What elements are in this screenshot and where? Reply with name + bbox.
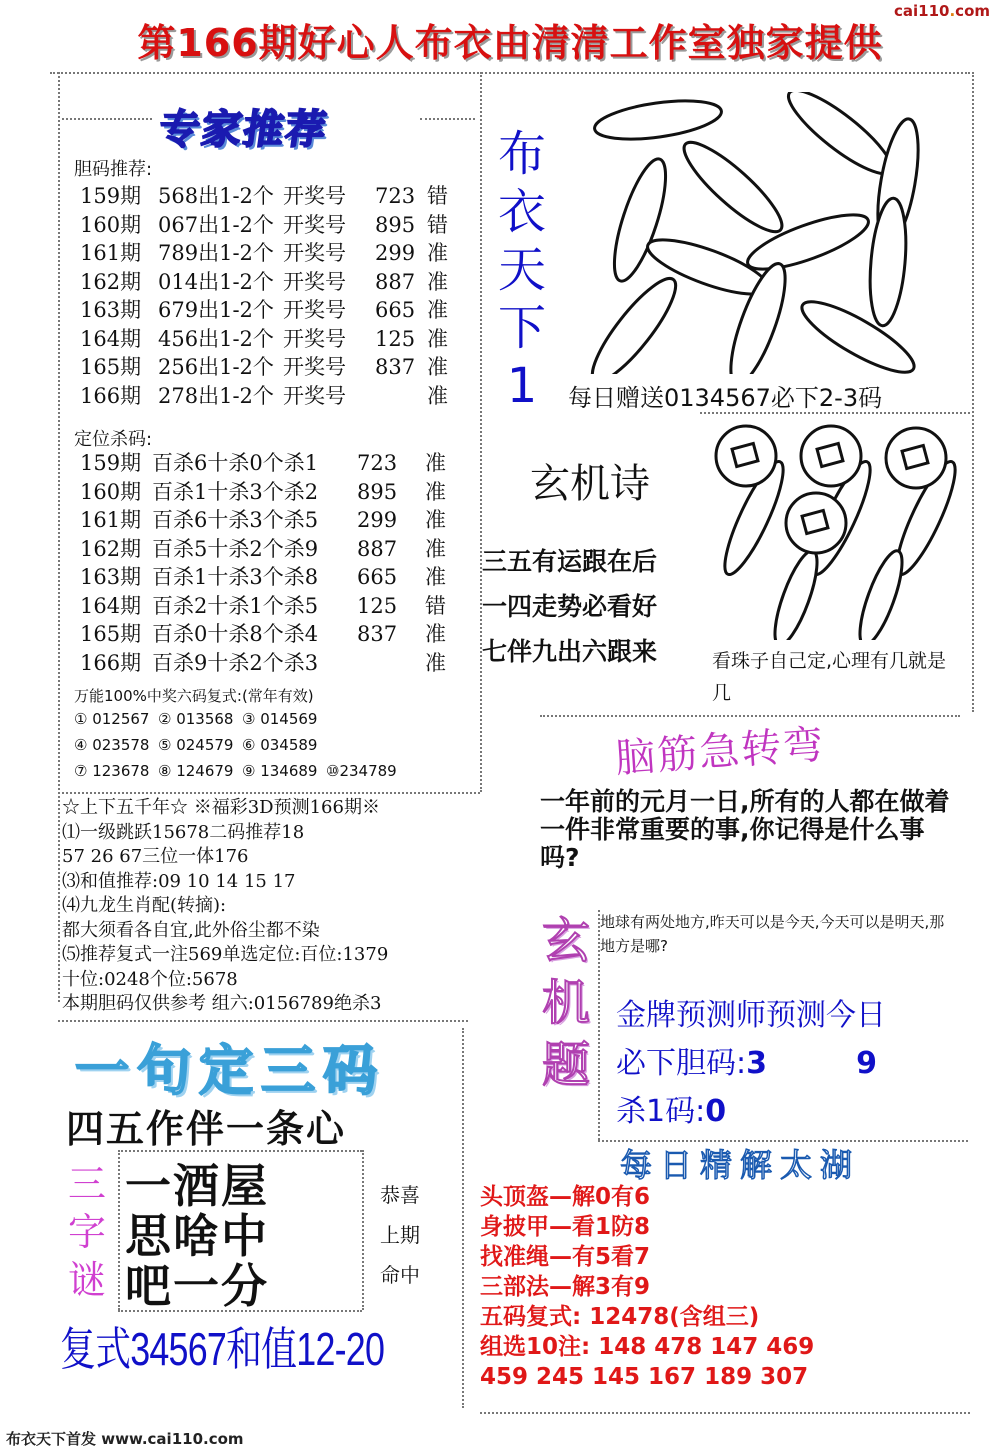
coin-icon: [886, 428, 946, 488]
table-cell: 准: [427, 326, 448, 351]
table-row: [80, 649, 465, 678]
bead-note: 看珠子自己定,心理有几就是几: [712, 650, 947, 704]
site-watermark: cai110.com: [894, 2, 990, 20]
text-line: ⑷九龙生肖配(转摘):: [62, 895, 227, 916]
table-cell: 百杀1十杀3个杀8: [152, 565, 319, 589]
table-cell: 665: [375, 298, 416, 322]
table-cell: 准: [425, 451, 446, 475]
six-code: ③ 014569: [242, 710, 318, 728]
table-cell: 160期: [80, 212, 142, 237]
jinpai-dan-label: 必下胆码:: [616, 1046, 747, 1081]
text-line: 头顶盔—解0有6: [480, 1184, 651, 1210]
szm-word: 思啥中: [125, 1209, 269, 1263]
taihu-title: 每日精解太湖: [620, 1146, 861, 1184]
table-cell: 895: [357, 479, 398, 504]
divider: [480, 72, 482, 792]
table-row: [80, 563, 465, 592]
divider: [58, 72, 60, 1002]
dan-table: [80, 182, 467, 410]
table-cell: 256出1-2个: [158, 355, 274, 379]
table-row: [80, 325, 467, 354]
table-cell: 278出1-2个: [158, 383, 274, 408]
table-cell: 准: [427, 241, 448, 265]
table-cell: 准: [427, 383, 448, 408]
coin-icon: [716, 426, 776, 486]
table-cell: [357, 649, 425, 678]
xjs-title: 玄机诗: [530, 461, 650, 507]
prediction-text-block: [62, 796, 388, 1017]
table-cell: 百杀6十杀0个杀1: [152, 451, 319, 475]
divider: [62, 118, 152, 120]
table-cell: 准: [425, 565, 446, 589]
table-cell: 百杀1十杀3个杀2: [152, 479, 319, 504]
jinpai-dan-line: [616, 1038, 877, 1082]
six-code-label: 万能100%中奖六码复式:(常年有效): [74, 687, 314, 705]
table-cell: 014出1-2个: [158, 269, 274, 294]
list-item: [74, 762, 410, 788]
table-cell: 准: [427, 298, 448, 322]
bead-pattern-image: [568, 92, 968, 374]
xjt-question: 地球有两处地方,昨天可以是今天,今天可以是明天,那地方是哪?: [600, 913, 945, 955]
table-cell: 百杀0十杀8个杀4: [152, 622, 319, 646]
text-line: 找准绳—有5看7: [480, 1244, 651, 1270]
table-cell: 开奖号: [283, 184, 346, 208]
brain-teaser-text: 一年前的元月一日,所有的人都在做着一件非常重要的事,你记得是什么事吗?: [540, 787, 950, 872]
six-code: ④ 023578: [74, 736, 150, 754]
table-cell: 开奖号: [283, 269, 346, 294]
dan-number: 3: [746, 1046, 767, 1081]
jinpai-line: 金牌预测师预测今日: [616, 998, 886, 1033]
table-cell: 159期: [80, 184, 142, 208]
table-cell: 887: [375, 269, 416, 294]
list-item: [74, 710, 410, 736]
six-code: ⑨ 134689: [242, 762, 318, 780]
table-cell: 开奖号: [283, 298, 346, 322]
sha-table: [80, 449, 465, 677]
table-cell: 125: [375, 326, 416, 351]
poem-line: 一四走势必看好: [482, 592, 658, 621]
table-cell: 837: [375, 355, 416, 379]
bead-icon: [852, 547, 911, 640]
table-cell: 299: [357, 508, 398, 532]
poem-line: 三五有运跟在后: [482, 547, 658, 576]
table-row: [80, 211, 467, 240]
table-row: [80, 506, 465, 535]
table-cell: 错: [427, 184, 448, 208]
table-cell: 开奖号: [283, 355, 346, 379]
bead-icon: [794, 290, 922, 374]
table-row: [80, 620, 465, 649]
page-title: 第166期好心人布衣由清清工作室独家提供: [137, 21, 883, 65]
text-line: 十位:0248个位:5678: [62, 968, 238, 990]
table-cell: 准: [425, 622, 446, 646]
table-row: [80, 353, 467, 382]
table-cell: 723: [357, 451, 398, 475]
buyi-vertical-title: 布 衣 天 下 1: [497, 126, 546, 414]
text-line: 三部法—解3有9: [480, 1274, 651, 1300]
table-cell: 准: [425, 479, 446, 504]
sha-number: 0: [705, 1094, 727, 1129]
expert-title: 专家推荐: [156, 107, 331, 153]
table-cell: 568出1-2个: [158, 184, 274, 208]
dan-number: 9: [856, 1046, 877, 1081]
table-cell: 164期: [80, 593, 142, 618]
table-cell: 163期: [80, 298, 142, 322]
text-line: 459 245 145 167 189 307: [480, 1364, 809, 1390]
divider: [540, 715, 960, 717]
table-cell: 895: [375, 212, 416, 237]
text-line: ⑶和值推荐:09 10 14 15 17: [62, 870, 296, 892]
szm-word: 吧一分: [125, 1259, 269, 1313]
taihu-lines: [480, 1182, 814, 1392]
bead-icon: [581, 269, 687, 374]
table-row: [80, 296, 467, 325]
table-cell: 准: [427, 355, 448, 379]
table-cell: 166期: [80, 650, 142, 675]
table-cell: 125: [357, 593, 398, 618]
six-code: ⑤ 024579: [158, 736, 234, 754]
table-cell: 百杀2十杀1个杀5: [152, 593, 319, 618]
text-line: 都大须看各自宜,此外俗尘都不染: [62, 919, 320, 941]
brain-teaser-title: 脑筋急转弯: [613, 721, 827, 783]
table-cell: 开奖号: [283, 241, 346, 265]
dan-label: 胆码推荐:: [74, 159, 153, 180]
table-cell: 百杀5十杀2个杀9: [152, 536, 319, 561]
coin-icon: [801, 426, 861, 486]
coin-icon: [786, 493, 846, 553]
divider: [118, 1150, 120, 1310]
table-row: [80, 268, 467, 297]
table-cell: 161期: [80, 508, 142, 532]
six-code-list: [74, 710, 410, 788]
six-code: ⑦ 123678: [74, 762, 150, 780]
table-row: [80, 449, 465, 478]
text-line: 组选10注: 148 478 147 469: [480, 1334, 815, 1360]
table-cell: 162期: [80, 536, 142, 561]
table-cell: 开奖号: [283, 212, 346, 237]
divider: [972, 72, 974, 712]
text-line: 身披甲—看1防8: [480, 1214, 651, 1240]
table-cell: 百杀9十杀2个杀3: [152, 650, 319, 675]
divider: [58, 792, 480, 794]
table-cell: 887: [357, 536, 398, 561]
daily-gift-line: 每日赠送0134567必下2-3码: [568, 384, 883, 412]
table-cell: 准: [425, 508, 446, 532]
table-row: [80, 382, 467, 411]
divider: [420, 118, 475, 120]
table-cell: 163期: [80, 565, 142, 589]
table-cell: 837: [357, 622, 398, 646]
table-cell: 161期: [80, 241, 142, 265]
divider: [462, 1028, 464, 1408]
six-code: ⑩234789: [326, 762, 397, 780]
table-cell: 165期: [80, 355, 142, 379]
six-code: ① 012567: [74, 710, 150, 728]
text-line: 57 26 67三位一体176: [62, 846, 249, 867]
divider: [362, 1150, 364, 1310]
table-cell: 准: [427, 269, 448, 294]
jinpai-sha-label: 杀1码:: [616, 1094, 706, 1129]
table-cell: 开奖号: [283, 383, 346, 408]
text-line: ⑴一级跳跃15678二码推荐18: [62, 821, 305, 843]
table-cell: 开奖号: [283, 326, 346, 351]
text-line: 本期胆码仅供参考 组六:0156789绝杀3: [62, 993, 382, 1014]
table-cell: 456出1-2个: [158, 326, 274, 351]
bead-icon: [592, 94, 723, 145]
table-cell: 164期: [80, 326, 142, 351]
table-cell: 789出1-2个: [158, 241, 274, 265]
table-cell: 准: [425, 650, 446, 675]
jinpai-sha-line: [616, 1086, 726, 1130]
congrats-note: 恭喜 上期 命中: [380, 1183, 420, 1287]
table-row: [80, 535, 465, 564]
list-item: [74, 736, 410, 762]
table-cell: 百杀6十杀3个杀5: [152, 508, 319, 532]
table-cell: 723: [375, 184, 416, 208]
table-cell: 159期: [80, 451, 142, 475]
bead-icon: [767, 547, 826, 640]
table-cell: 准: [425, 536, 446, 561]
coin-bead-image: [706, 418, 968, 640]
table-cell: 错: [427, 212, 448, 237]
yjdsm-line: 四五作伴一条心: [66, 1107, 347, 1151]
poem-line: 七伴九出六跟来: [482, 637, 658, 666]
bead-icon: [865, 197, 910, 327]
text-line: ☆上下五千年☆ ※福彩3D预测166期※: [62, 797, 380, 818]
text-line: ⑸推荐复式一注569单选定位:百位:1379: [62, 944, 389, 965]
table-row: [80, 478, 465, 507]
divider: [480, 1412, 970, 1414]
table-cell: 错: [425, 593, 446, 618]
sha-label: 定位杀码:: [74, 429, 153, 450]
footer-credit: 布衣天下首发 www.cai110.com: [6, 1430, 244, 1448]
table-cell: 165期: [80, 622, 142, 646]
table-cell: 299: [375, 241, 416, 265]
divider: [58, 1020, 468, 1022]
six-code: ⑥ 034589: [242, 736, 318, 754]
bead-icon: [674, 132, 792, 243]
six-code: ② 013568: [158, 710, 234, 728]
text-line: 五码复式: 12478(含组三): [480, 1304, 760, 1330]
six-code: ⑧ 124679: [158, 762, 234, 780]
table-row: [80, 182, 467, 211]
table-cell: 679出1-2个: [158, 298, 274, 322]
yjdsm-title: 一句定三码: [75, 1038, 385, 1102]
table-cell: 166期: [80, 383, 142, 408]
table-cell: 067出1-2个: [158, 212, 274, 237]
table-cell: 665: [357, 565, 398, 589]
table-row: [80, 592, 465, 621]
szm-label: 三 字 谜: [67, 1162, 106, 1302]
table-cell: 160期: [80, 479, 142, 504]
table-row: [80, 239, 467, 268]
divider: [50, 72, 970, 74]
table-cell: 162期: [80, 269, 142, 294]
szm-word: 一酒屋: [125, 1159, 269, 1213]
table-cell: [375, 382, 427, 411]
xjt-label: 玄 机 题: [541, 913, 590, 1093]
fushi-line: 复式34567和值12-20: [60, 1323, 385, 1375]
